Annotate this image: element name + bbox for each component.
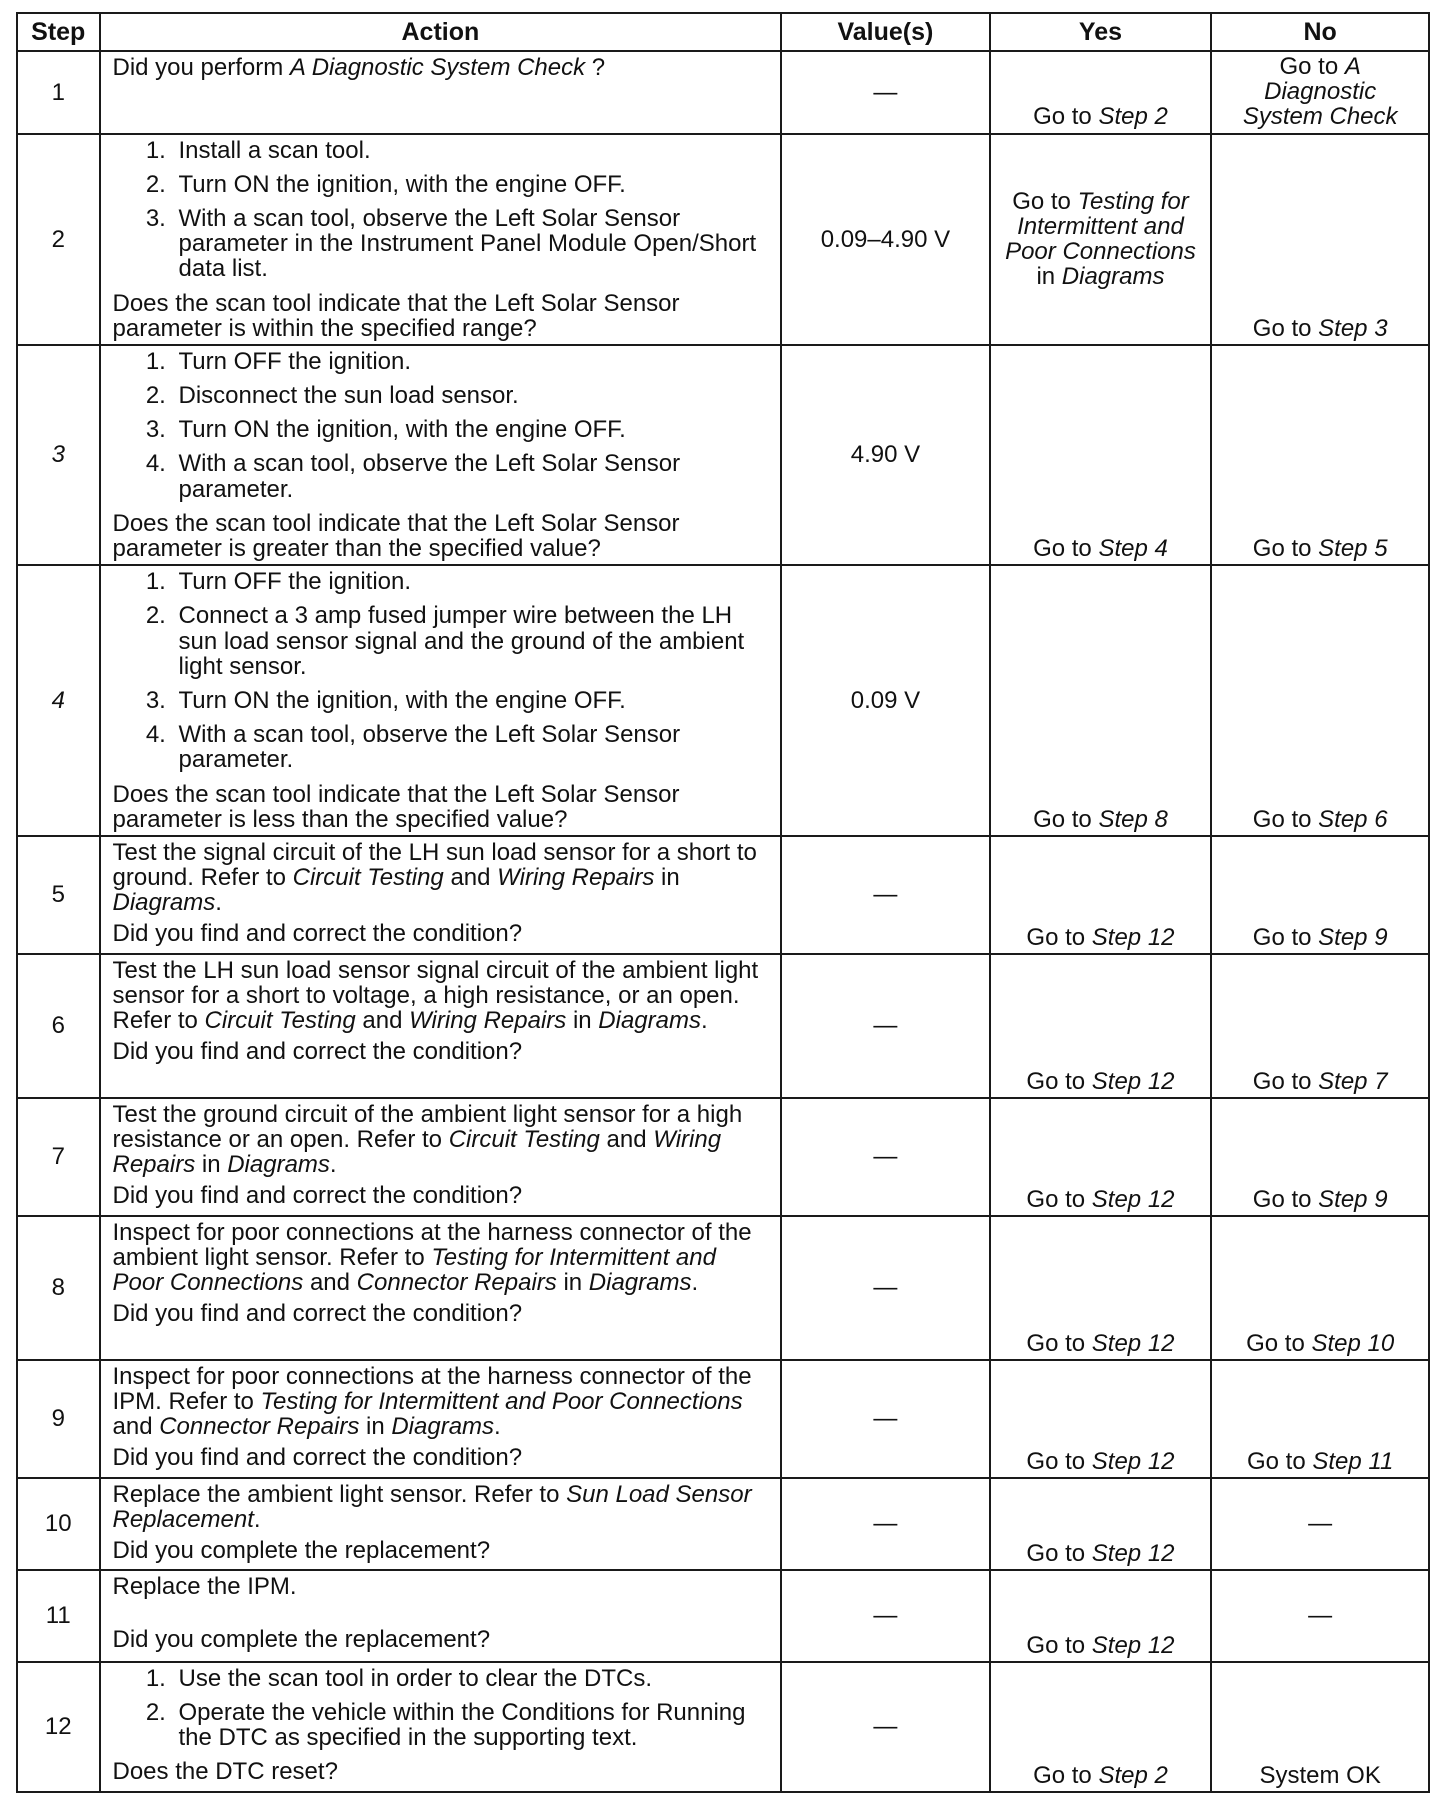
no-cell: Go to Step 5	[1211, 345, 1429, 565]
list-item: 1. Use the scan tool in order to clear the DTCs.	[173, 1666, 769, 1691]
no-cell: —	[1211, 1478, 1429, 1570]
no-cell: Go to Step 3	[1211, 134, 1429, 345]
list-item: 4. With a scan tool, observe the Left Solar Sensor parameter.	[173, 451, 769, 501]
table-row	[17, 51, 1429, 134]
step-number: 5	[17, 836, 100, 954]
yes-cell: Go to Step 12	[990, 954, 1212, 1098]
question: Did you find and correct the condition?	[112, 1038, 523, 1066]
yes-cell: Go to Testing for Intermittent and Poor Connections in Diagrams	[990, 134, 1212, 345]
action-cell: Test the ground circuit of the ambient light sensor for a high resistance or an open. Refer to Circuit Testing and Wiring Repairs in Diagrams. Did you find and correct the condition?	[100, 1098, 782, 1216]
header-values: Value(s)	[781, 13, 989, 51]
yes-cell: Go to Step 8	[990, 565, 1212, 836]
step-list	[113, 1666, 769, 1751]
no-cell: Go to Step 10	[1211, 1216, 1429, 1360]
step-list	[113, 349, 769, 502]
step-number: 7	[17, 1098, 100, 1216]
question: Does the scan tool indicate that the Left Solar Sensor parameter is greater than the specified value?	[112, 509, 680, 562]
yes-cell: Go to Step 2	[990, 51, 1212, 134]
no-cell: Go to Step 9	[1211, 836, 1429, 954]
action-cell	[100, 565, 782, 836]
action-cell: Inspect for poor connections at the harness connector of the IPM. Refer to Testing for Intermittent and Poor Connections and Connector Repairs in Diagrams. Did you find and correct the condition?	[100, 1360, 782, 1478]
list-item: 4. With a scan tool, observe the Left Solar Sensor parameter.	[173, 722, 769, 772]
question: Did you find and correct the condition?	[112, 1300, 523, 1328]
list-item: 1. Turn OFF the ignition.	[173, 349, 769, 374]
table-row	[17, 565, 1429, 836]
table-row	[17, 1570, 1429, 1662]
yes-cell: Go to Step 12	[990, 1098, 1212, 1216]
table-row	[17, 134, 1429, 345]
table-row	[17, 1662, 1429, 1792]
list-item: 3. Turn ON the ignition, with the engine OFF.	[173, 688, 769, 713]
no-cell: —	[1211, 1570, 1429, 1662]
step-number: 4	[17, 565, 100, 836]
action-cell: Inspect for poor connections at the harness connector of the ambient light sensor. Refer to Testing for Intermittent and Poor Connections and Connector Repairs in Diagrams. Did you find and correct the condition?	[100, 1216, 782, 1360]
action-cell	[100, 134, 782, 345]
yes-cell: Go to Step 12	[990, 1570, 1212, 1662]
no-cell: Go to Step 7	[1211, 954, 1429, 1098]
action-cell: Did you perform A Diagnostic System Check ?	[100, 51, 782, 134]
step-list	[113, 569, 769, 772]
step-number: 1	[17, 51, 100, 134]
yes-cell: Go to Step 2	[990, 1662, 1212, 1792]
header-row	[17, 13, 1429, 51]
step-number: 2	[17, 134, 100, 345]
value-cell: —	[781, 51, 989, 134]
header-yes: Yes	[990, 13, 1212, 51]
table-row	[17, 954, 1429, 1098]
step-number: 3	[17, 345, 100, 565]
step-number: 9	[17, 1360, 100, 1478]
list-item: 1. Install a scan tool.	[173, 138, 769, 163]
table-row	[17, 836, 1429, 954]
yes-cell: Go to Step 12	[990, 1216, 1212, 1360]
list-item: 2. Turn ON the ignition, with the engine OFF.	[173, 172, 769, 197]
list-item: 1. Turn OFF the ignition.	[173, 569, 769, 594]
no-cell: Go to A Diagnostic System Check	[1211, 51, 1429, 134]
no-cell: System OK	[1211, 1662, 1429, 1792]
value-cell: —	[781, 1570, 989, 1662]
list-item: 2. Operate the vehicle within the Conditions for Running the DTC as specified in the supporting text.	[173, 1700, 769, 1750]
value-cell: 4.90 V	[781, 345, 989, 565]
action-cell	[100, 1662, 782, 1792]
value-cell: 0.09–4.90 V	[781, 134, 989, 345]
question: Did you find and correct the condition?	[112, 1182, 523, 1210]
yes-cell: Go to Step 12	[990, 1360, 1212, 1478]
table-row	[17, 1360, 1429, 1478]
list-item: 3. Turn ON the ignition, with the engine OFF.	[173, 417, 769, 442]
header-action: Action	[100, 13, 782, 51]
list-item: 2. Disconnect the sun load sensor.	[173, 383, 769, 408]
value-cell: —	[781, 1662, 989, 1792]
value-cell: —	[781, 954, 989, 1098]
list-item: 3. With a scan tool, observe the Left Solar Sensor parameter in the Instrument Panel Module Open/Short data list.	[173, 206, 769, 282]
question: Did you find and correct the condition?	[112, 920, 523, 948]
yes-cell: Go to Step 12	[990, 836, 1212, 954]
step-number: 12	[17, 1662, 100, 1792]
header-step: Step	[17, 13, 100, 51]
value-cell: —	[781, 1216, 989, 1360]
action-cell: Replace the IPM. Did you complete the replacement?	[100, 1570, 782, 1662]
table-row	[17, 345, 1429, 565]
action-cell: Test the LH sun load sensor signal circuit of the ambient light sensor for a short to voltage, a high resistance, or an open. Refer to Circuit Testing and Wiring Repairs in Diagrams. Did you find and correct the condition?	[100, 954, 782, 1098]
step-list	[113, 138, 769, 282]
question: Did you complete the replacement?	[112, 1537, 491, 1565]
no-cell: Go to Step 9	[1211, 1098, 1429, 1216]
value-cell: —	[781, 836, 989, 954]
step-number: 6	[17, 954, 100, 1098]
action-cell: Test the signal circuit of the LH sun load sensor for a short to ground. Refer to Circuit Testing and Wiring Repairs in Diagrams. Did you find and correct the condition?	[100, 836, 782, 954]
table-row	[17, 1216, 1429, 1360]
value-cell: —	[781, 1478, 989, 1570]
yes-cell: Go to Step 4	[990, 345, 1212, 565]
question: Does the scan tool indicate that the Left Solar Sensor parameter is within the specified range?	[112, 289, 680, 342]
step-number: 8	[17, 1216, 100, 1360]
table-row	[17, 1478, 1429, 1570]
no-cell: Go to Step 6	[1211, 565, 1429, 836]
action-cell	[100, 345, 782, 565]
yes-cell: Go to Step 12	[990, 1478, 1212, 1570]
question: Did you complete the replacement?	[112, 1626, 491, 1654]
value-cell: —	[781, 1098, 989, 1216]
question: Does the scan tool indicate that the Left Solar Sensor parameter is less than the specified value?	[112, 780, 680, 833]
question: Does the DTC reset?	[112, 1758, 338, 1786]
value-cell: 0.09 V	[781, 565, 989, 836]
action-cell: Replace the ambient light sensor. Refer to Sun Load Sensor Replacement. Did you complete the replacement?	[100, 1478, 782, 1570]
list-item: 2. Connect a 3 amp fused jumper wire between the LH sun load sensor signal and the ground of the ambient light sensor.	[173, 603, 769, 679]
table-row	[17, 1098, 1429, 1216]
step-number: 10	[17, 1478, 100, 1570]
header-no: No	[1211, 13, 1429, 51]
value-cell: —	[781, 1360, 989, 1478]
question: Did you find and correct the condition?	[112, 1444, 523, 1472]
step-number: 11	[17, 1570, 100, 1662]
diagnostic-table	[16, 12, 1430, 1793]
no-cell: Go to Step 11	[1211, 1360, 1429, 1478]
